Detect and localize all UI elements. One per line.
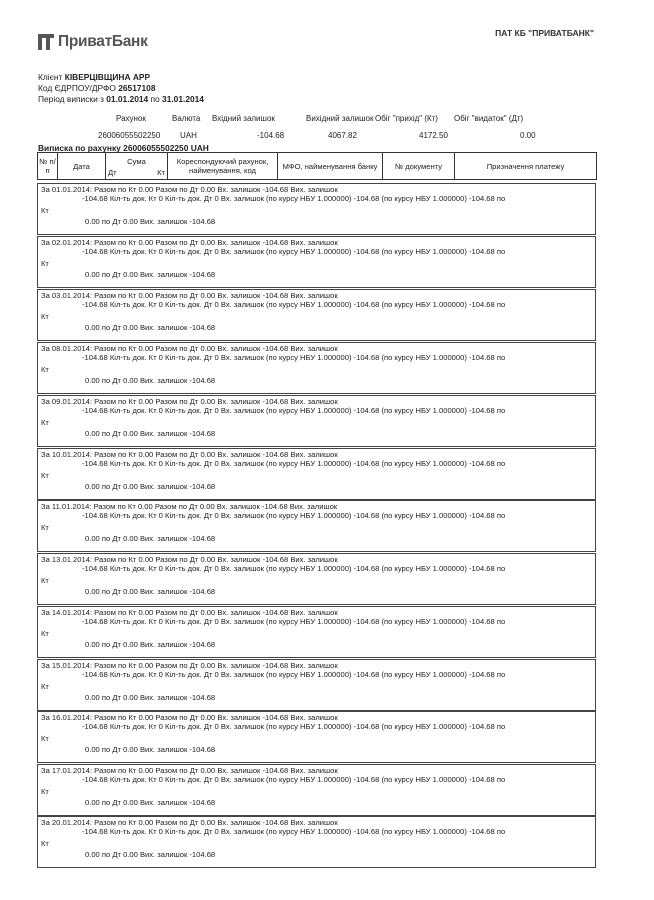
col-mfo: МФО, найменування банку (278, 153, 383, 180)
summary-header-currency: Валюта (172, 114, 201, 123)
day-summary-row: За 10.01.2014: Разом по Кт 0.00 Разом по Дт 0.00 Вх. залишок -104.68 Вих. залишок -104.68 Кіл-ть док. Кт 0 Кіл-ть док. Дт 0 Вх. залишок (по курсу НБУ 1.000000) -104.68 (по курсу НБУ 1.000000) -104.68 по Кт 0.00 по Дт 0.00 Вих. залишок -104.68 (37, 448, 596, 500)
day-summary-row: За 13.01.2014: Разом по Кт 0.00 Разом по Дт 0.00 Вх. залишок -104.68 Вих. залишок -104.68 Кіл-ть док. Кт 0 Кіл-ть док. Дт 0 Вх. залишок (по курсу НБУ 1.000000) -104.68 (по курсу НБУ 1.000000) -104.68 по Кт 0.00 по Дт 0.00 Вих. залишок -104.68 (37, 553, 596, 605)
summary-header-closing: Вихідний залишок (306, 114, 374, 123)
summary-header-credit: Обіг "прихід" (Кт) (375, 114, 438, 123)
code-value: 26517108 (118, 83, 156, 93)
day-summary-row: За 17.01.2014: Разом по Кт 0.00 Разом по Дт 0.00 Вх. залишок -104.68 Вих. залишок -104.68 Кіл-ть док. Кт 0 Кіл-ть док. Дт 0 Вх. залишок (по курсу НБУ 1.000000) -104.68 (по курсу НБУ 1.000000) -104.68 по Кт 0.00 по Дт 0.00 Вих. залишок -104.68 (37, 764, 596, 816)
day-summary-row: За 15.01.2014: Разом по Кт 0.00 Разом по Дт 0.00 Вх. залишок -104.68 Вих. залишок -104.68 Кіл-ть док. Кт 0 Кіл-ть док. Дт 0 Вх. залишок (по курсу НБУ 1.000000) -104.68 (по курсу НБУ 1.000000) -104.68 по Кт 0.00 по Дт 0.00 Вих. залишок -104.68 (37, 659, 596, 711)
day-summary-row: За 20.01.2014: Разом по Кт 0.00 Разом по Дт 0.00 Вх. залишок -104.68 Вих. залишок -104.68 Кіл-ть док. Кт 0 Кіл-ть док. Дт 0 Вх. залишок (по курсу НБУ 1.000000) -104.68 (по курсу НБУ 1.000000) -104.68 по Кт 0.00 по Дт 0.00 Вих. залишок -104.68 (37, 816, 596, 868)
col-purpose: Призначення платежу (455, 153, 597, 180)
day-summary-row: За 16.01.2014: Разом по Кт 0.00 Разом по Дт 0.00 Вх. залишок -104.68 Вих. залишок -104.68 Кіл-ть док. Кт 0 Кіл-ть док. Дт 0 Вх. залишок (по курсу НБУ 1.000000) -104.68 (по курсу НБУ 1.000000) -104.68 по Кт 0.00 по Дт 0.00 Вих. залишок -104.68 (37, 711, 596, 763)
col-num: № п/п (38, 153, 58, 180)
summary-header-opening: Вхідний залишок (212, 114, 275, 123)
client-name: КІВЕРЦІВЩИНА АРР (64, 72, 151, 82)
bank-name: ПАТ КБ "ПРИВАТБАНК" (495, 28, 594, 38)
summary-opening: -104.68 (257, 131, 285, 140)
day-summary-row: За 08.01.2014: Разом по Кт 0.00 Разом по Дт 0.00 Вх. залишок -104.68 Вих. залишок -104.68 Кіл-ть док. Кт 0 Кіл-ть док. Дт 0 Вх. залишок (по курсу НБУ 1.000000) -104.68 (по курсу НБУ 1.000000) -104.68 по Кт 0.00 по Дт 0.00 Вих. залишок -104.68 (37, 342, 596, 394)
summary-account: 26006055502250 (98, 131, 161, 140)
logo-text: ПриватБанк (58, 33, 148, 50)
col-doc: № документу (383, 153, 455, 180)
summary-debit: 0.00 (520, 131, 536, 140)
statement-caption: Виписка по рахунку 26006055502250 UAH (38, 143, 209, 153)
period-line: Період виписки з 01.01.2014 по 31.01.2014 (38, 94, 204, 104)
client-line: Клієнт КІВЕРЦІВЩИНА АРР (38, 72, 151, 82)
summary-header-account: Рахунок (116, 114, 146, 123)
day-summary-row: За 03.01.2014: Разом по Кт 0.00 Разом по Дт 0.00 Вх. залишок -104.68 Вих. залишок -104.68 Кіл-ть док. Кт 0 Кіл-ть док. Дт 0 Вх. залишок (по курсу НБУ 1.000000) -104.68 (по курсу НБУ 1.000000) -104.68 по Кт 0.00 по Дт 0.00 Вих. залишок -104.68 (37, 289, 596, 341)
day-summary-row: За 14.01.2014: Разом по Кт 0.00 Разом по Дт 0.00 Вх. залишок -104.68 Вих. залишок -104.68 Кіл-ть док. Кт 0 Кіл-ть док. Дт 0 Вх. залишок (по курсу НБУ 1.000000) -104.68 (по курсу НБУ 1.000000) -104.68 по Кт 0.00 по Дт 0.00 Вих. залишок -104.68 (37, 606, 596, 658)
statement-table-header (37, 152, 597, 180)
day-summary-row: За 01.01.2014: Разом по Кт 0.00 Разом по Дт 0.00 Вх. залишок -104.68 Вих. залишок -104.68 Кіл-ть док. Кт 0 Кіл-ть док. Дт 0 Вх. залишок (по курсу НБУ 1.000000) -104.68 (по курсу НБУ 1.000000) -104.68 по Кт 0.00 по Дт 0.00 Вих. залишок -104.68 (37, 183, 596, 235)
day-summary-row: За 09.01.2014: Разом по Кт 0.00 Разом по Дт 0.00 Вх. залишок -104.68 Вих. залишок -104.68 Кіл-ть док. Кт 0 Кіл-ть док. Дт 0 Вх. залишок (по курсу НБУ 1.000000) -104.68 (по курсу НБУ 1.000000) -104.68 по Кт 0.00 по Дт 0.00 Вих. залишок -104.68 (37, 395, 596, 447)
summary-closing: 4067.82 (328, 131, 357, 140)
day-summary-row: За 02.01.2014: Разом по Кт 0.00 Разом по Дт 0.00 Вх. залишок -104.68 Вих. залишок -104.68 Кіл-ть док. Кт 0 Кіл-ть док. Дт 0 Вх. залишок (по курсу НБУ 1.000000) -104.68 (по курсу НБУ 1.000000) -104.68 по Кт 0.00 по Дт 0.00 Вих. залишок -104.68 (37, 236, 596, 288)
col-date: Дата (58, 153, 106, 180)
day-summary-row: За 11.01.2014: Разом по Кт 0.00 Разом по Дт 0.00 Вх. залишок -104.68 Вих. залишок -104.68 Кіл-ть док. Кт 0 Кіл-ть док. Дт 0 Вх. залишок (по курсу НБУ 1.000000) -104.68 (по курсу НБУ 1.000000) -104.68 по Кт 0.00 по Дт 0.00 Вих. залишок -104.68 (37, 500, 596, 552)
col-corr: Кореспондуючий рахунок, найменування, код (168, 153, 278, 180)
col-sum: Сума Дт Кт (106, 153, 168, 180)
privatbank-logo-icon (36, 32, 56, 52)
summary-header-debit: Обіг "видаток" (Дт) (454, 114, 524, 123)
bank-logo (36, 32, 148, 52)
code-line: Код ЄДРПОУ/ДРФО 26517108 (38, 83, 156, 93)
summary-credit: 4172.50 (419, 131, 448, 140)
summary-currency: UAH (180, 131, 197, 140)
